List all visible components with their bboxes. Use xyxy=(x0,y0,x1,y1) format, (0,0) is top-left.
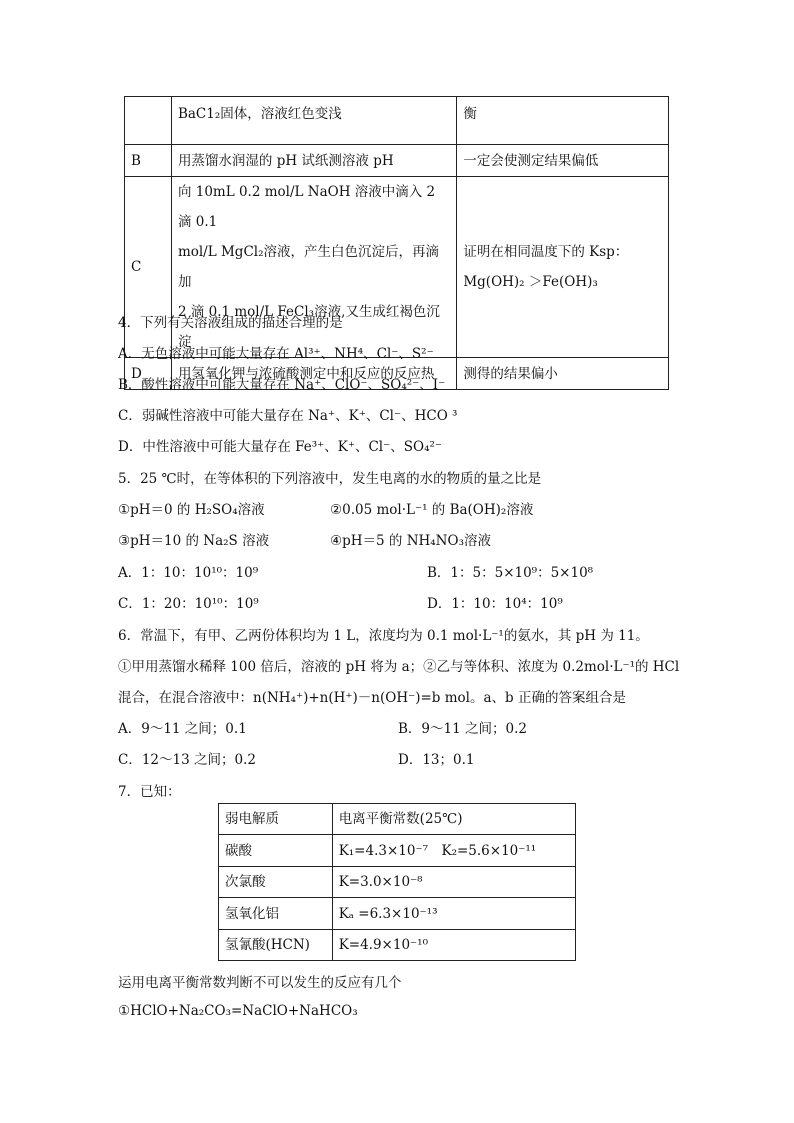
q7-constants-table xyxy=(218,803,576,961)
table-cell: K=3.0×10⁻⁸ xyxy=(332,867,575,898)
row-condition: 2 滴 0.1 mol/L FeCl₃溶液,又生成红褐色沉淀 xyxy=(177,304,440,350)
q5-solution-3: ③pH＝10 的 Na₂S 溶液 xyxy=(118,533,270,549)
row-condition: 用氢氧化钾与浓硫酸测定中和反应的反应热 xyxy=(177,365,435,382)
q4-option-d: D．中性溶液中可能大量存在 Fe³⁺、K⁺、Cl⁻、SO₄²⁻ xyxy=(118,439,443,455)
q5-option-d: D．1：10：10⁴：10⁹ xyxy=(427,596,563,612)
row-condition: BaC1₂固体，溶液红色变浅 xyxy=(177,106,342,122)
table-row xyxy=(219,867,576,898)
q6-option-c: C．12～13 之间；0.2 xyxy=(118,752,256,768)
row-conclusion: 衡 xyxy=(463,106,477,122)
table-cell: 氢氧化铝 xyxy=(219,898,333,930)
q6-line-3: 混合，在混合溶液中：n(NH₄⁺)+n(H⁺)－n(OH⁻)=b mol。a、b 正确的答案组合是 xyxy=(118,690,626,706)
table-row xyxy=(125,145,669,177)
row-condition: 用蒸馏水润湿的 pH 试纸测溶液 pH xyxy=(177,152,394,169)
table-row xyxy=(219,898,576,930)
q6-option-a: A．9～11 之间；0.1 xyxy=(118,721,247,737)
row-label: B xyxy=(125,145,172,177)
table-row xyxy=(125,97,669,145)
row-label xyxy=(125,97,172,145)
q5-solution-4: ④pH＝5 的 NH₄NO₃溶液 xyxy=(330,533,491,549)
q6-line-1: 6．常温下，有甲、乙两份体积均为 1 L，浓度均为 0.1 mol·L⁻¹的氨水，其 pH 为 11。 xyxy=(118,628,649,644)
row-conclusion: 测得的结果偏小 xyxy=(463,365,558,382)
row-conclusion: 证明在相同温度下的 Ksp： xyxy=(463,244,629,260)
q4-stem: 4．下列有关溶液组成的描述合理的是 xyxy=(118,315,343,331)
q7-reaction-1: ①HClO+Na₂CO₃=NaClO+NaHCO₃ xyxy=(118,1003,358,1019)
row-conclusion: 一定会使测定结果偏低 xyxy=(463,152,599,169)
row-condition: mol/L MgCl₂溶液，产生白色沉淀后，再滴加 xyxy=(177,244,440,290)
table-cell: 碳酸 xyxy=(219,835,333,867)
table-cell: 氢氰酸(HCN) xyxy=(219,930,333,961)
row-conclusion: Mg(OH)₂ ＞Fe(OH)₃ xyxy=(463,274,598,290)
table-cell: 次氯酸 xyxy=(219,867,333,898)
table-cell: 电离平衡常数(25℃) xyxy=(332,804,575,835)
q4-option-a: A．无色溶液中可能大量存在 Al³⁺、NH⁴、Cl⁻、S²⁻ xyxy=(118,346,434,362)
table-cell: K=4.9×10⁻¹⁰ xyxy=(332,930,575,961)
row-label: C xyxy=(125,177,172,358)
q5-stem: 5．25 ℃时，在等体积的下列溶液中，发生电离的水的物质的量之比是 xyxy=(118,471,542,487)
q7-question: 运用电离平衡常数判断不可以发生的反应有几个 xyxy=(118,975,402,991)
q5-solution-1: ①pH＝0 的 H₂SO₄溶液 xyxy=(118,502,265,518)
q7-stem: 7．已知： xyxy=(118,784,181,800)
table-row xyxy=(219,930,576,961)
q4-option-b: B．酸性溶液中可能大量存在 Na⁺、ClO⁻、SO₄²⁻、I⁻ xyxy=(118,377,446,393)
row-condition: 向 10mL 0.2 mol/L NaOH 溶液中滴入 2 滴 0.1 xyxy=(177,184,436,230)
q5-option-b: B．1：5：5×10⁹：5×10⁸ xyxy=(427,565,594,581)
row-label: D xyxy=(125,358,172,390)
q6-option-d: D．13；0.1 xyxy=(398,752,475,768)
table-row xyxy=(219,835,576,867)
q5-option-c: C．1：20：10¹⁰：10⁹ xyxy=(118,596,259,612)
table-row xyxy=(219,804,576,835)
q4-option-c: C．弱碱性溶液中可能大量存在 Na⁺、K⁺、Cl⁻、HCO ³ xyxy=(118,408,458,424)
table-cell: Kₐ =6.3×10⁻¹³ xyxy=(332,898,575,930)
q6-option-b: B．9～11 之间；0.2 xyxy=(398,721,527,737)
table-cell: 弱电解质 xyxy=(219,804,333,835)
q5-solution-2: ②0.05 mol·L⁻¹ 的 Ba(OH)₂溶液 xyxy=(330,502,534,518)
q6-line-2: ①甲用蒸馏水稀释 100 倍后，溶液的 pH 将为 a；②乙与等体积、浓度为 0.2mol·L⁻¹的 HCl xyxy=(118,659,680,675)
table-cell: K₁=4.3×10⁻⁷ K₂=5.6×10⁻¹¹ xyxy=(332,835,575,867)
q5-option-a: A．1：10：10¹⁰：10⁹ xyxy=(118,565,259,581)
